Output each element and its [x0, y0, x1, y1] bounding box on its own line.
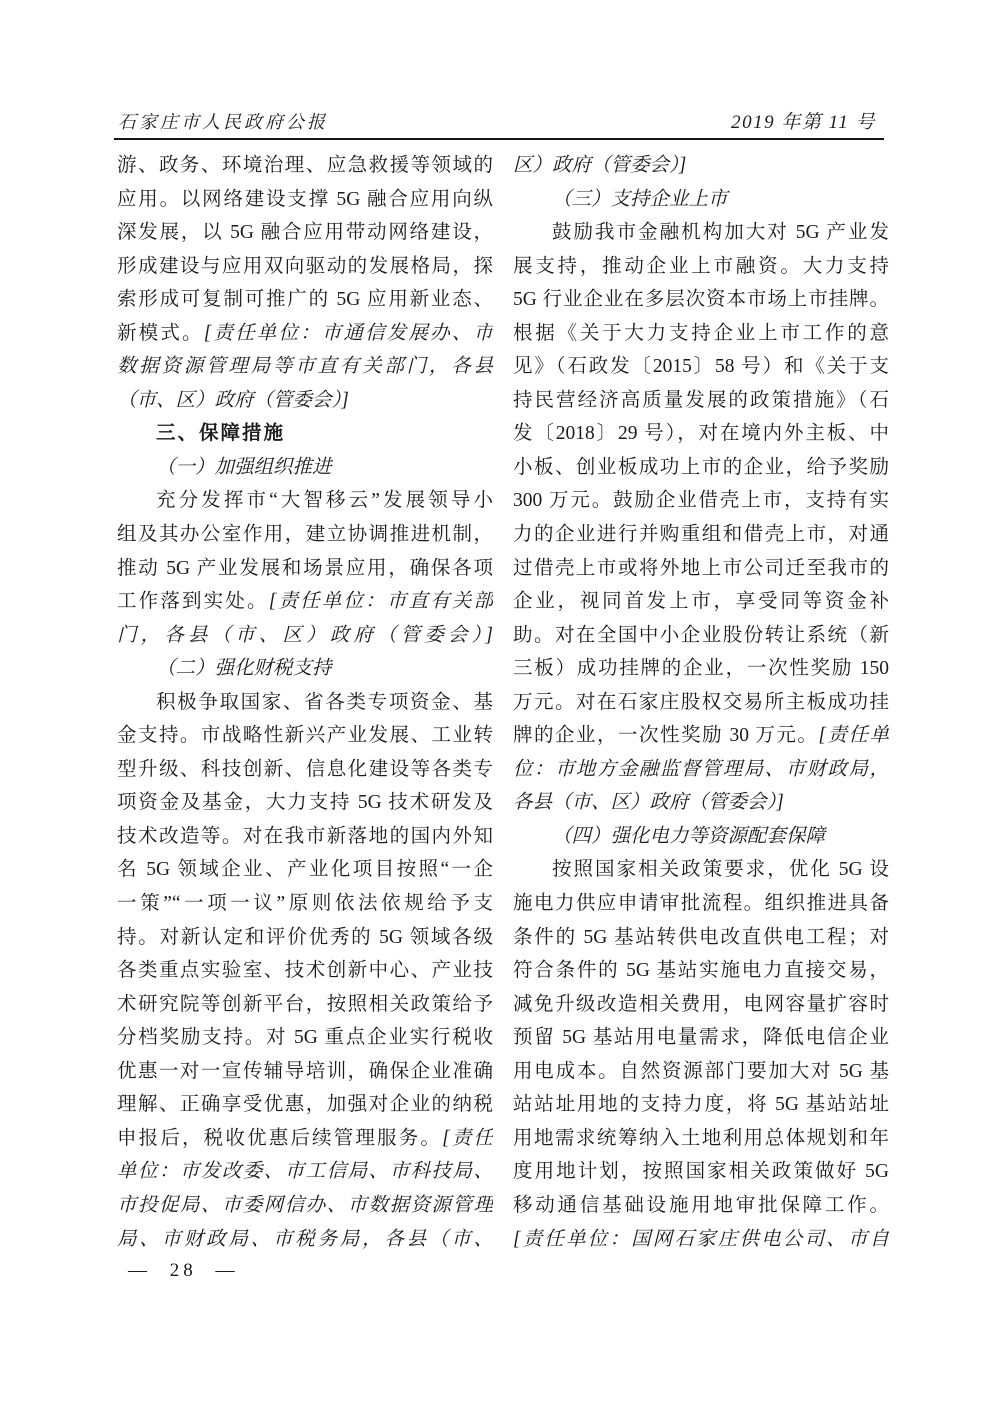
text-line: 工作落到实处。[责任单位：市直有关部 [117, 591, 493, 613]
text-line: 索形成可复制可推广的 5G 应用新业态、 [117, 289, 493, 311]
text-line: 预留 5G 基站用电量需求，降低电信企业 [513, 1027, 889, 1049]
text-line: 市投促局、市委网信办、市数据资源管理 [117, 1194, 493, 1216]
text-line: 位：市地方金融监督管理局、市财政局， [513, 758, 889, 780]
heading-sub-3-4: （四）强化电力等资源配套保障 [552, 825, 826, 847]
text-line: 过借壳上市或将外地上市公司迁至我市的 [513, 557, 889, 579]
text-line: 新模式。[责任单位：市通信发展办、市 [117, 322, 493, 344]
text-line: 力的企业进行并购重组和借壳上市，对通 [513, 524, 889, 546]
column-left [117, 149, 493, 1256]
text-line: 各类重点实验室、技术创新中心、产业技 [117, 960, 493, 982]
text-line: 持。对新认定和评价优秀的 5G 领域各级 [117, 926, 493, 948]
text-line: 推动 5G 产业发展和场景应用，确保各项 [117, 557, 493, 579]
text-line: 区）政府（管委会）] [513, 155, 687, 176]
text-line: 应用。以网络建设支撑 5G 融合应用向纵 [117, 188, 493, 210]
text-line: 300 万元。鼓励企业借壳上市，支持有实 [513, 490, 889, 512]
text-line: 鼓励我市金融机构加大对 5G 产业发 [552, 222, 889, 244]
gazette-title: 石家庄市人民政府公报 [118, 112, 328, 132]
text-line: 5G 行业企业在多层次资本市场上市挂牌。 [513, 289, 889, 311]
text-line: （市、区）政府（管委会）] [117, 389, 349, 411]
text-line: 牌的企业，一次性奖励 30 万元。[责任单 [513, 725, 889, 747]
text-line: 减免升级改造相关费用，电网容量扩容时 [513, 993, 889, 1015]
text-line: 门，各县（市、区）政府（管委会）] [117, 624, 493, 646]
text-line: 持民营经济高质量发展的政策措施》（石 [513, 389, 889, 411]
text-line: [责任单位：国网石家庄供电公司、市自 [513, 1228, 889, 1250]
text-line: 见》（石政发〔2015〕58 号）和《关于支 [513, 356, 889, 378]
heading-sub-3-2: （二）强化财税支持 [156, 658, 332, 680]
text-line: 项资金及基金，大力支持 5G 技术研发及 [117, 792, 493, 814]
text-line: 按照国家相关政策要求，优化 5G 设 [552, 859, 889, 881]
column-right [513, 149, 889, 1256]
text-line: 一策”“一项一议”原则依法依规给予支 [117, 893, 493, 915]
text-line: 发〔2018〕29 号），对在境内外主板、中 [513, 423, 889, 445]
text-line: 用电成本。自然资源部门要加大对 5G 基 [513, 1060, 889, 1082]
text-line: 深发展，以 5G 融合应用带动网络建设， [117, 222, 493, 244]
text-line: 站站址用地的支持力度，将 5G 基站站址 [513, 1094, 889, 1116]
text-line: 单位：市发改委、市工信局、市科技局、 [117, 1161, 493, 1183]
text-line: 优惠一对一宣传辅导培训，确保企业准确 [117, 1060, 493, 1082]
text-line: 根据《关于大力支持企业上市工作的意 [513, 322, 889, 344]
text-line: 助。对在全国中小企业股份转让系统（新 [513, 624, 889, 646]
text-line: 符合条件的 5G 基站实施电力直接交易， [513, 960, 889, 982]
text-line: 型升级、科技创新、信息化建设等各类专 [117, 758, 493, 780]
text-line: 三板）成功挂牌的企业，一次性奖励 150 [513, 658, 889, 680]
text-columns [117, 149, 889, 1256]
text-line: 申报后，税收优惠后续管理服务。[责任 [117, 1127, 493, 1149]
text-line: 充分发挥市“大智移云”发展领导小 [156, 490, 493, 512]
text-line: 移动通信基础设施用地审批保障工作。 [513, 1194, 889, 1216]
text-line: 名 5G 领域企业、产业化项目按照“一企 [117, 859, 493, 881]
issue-number: 2019 年第 11 号 [731, 112, 876, 133]
text-line: 术研究院等创新平台，按照相关政策给予 [117, 993, 493, 1015]
text-line: 技术改造等。对在我市新落地的国内外知 [117, 825, 493, 847]
text-line: 小板、创业板成功上市的企业，给予奖励 [513, 456, 889, 478]
text-line: 金支持。市战略性新兴产业发展、工业转 [117, 725, 493, 747]
heading-sub-3-3: （三）支持企业上市 [552, 188, 728, 210]
text-line: 各县（市、区）政府（管委会）] [513, 792, 784, 814]
text-line: 条件的 5G 基站转供电改直供电工程；对 [513, 926, 889, 948]
text-line: 企业，视同首发上市，享受同等资金补 [513, 591, 889, 613]
heading-sub-3-1: （一）加强组织推进 [156, 456, 332, 478]
heading-section-3: 三、保障措施 [156, 422, 286, 445]
text-line: 理解、正确享受优惠，加强对企业的纳税 [117, 1094, 493, 1116]
text-line: 度用地计划，按照国家相关政策做好 5G [513, 1161, 889, 1183]
text-line: 游、政务、环境治理、应急救援等领域的 [117, 155, 493, 176]
page-number: — 28 — [128, 1260, 239, 1281]
text-line: 形成建设与应用双向驱动的发展格局，探 [117, 255, 493, 277]
text-line: 用地需求统筹纳入土地利用总体规划和年 [513, 1127, 889, 1149]
text-line: 万元。对在石家庄股权交易所主板成功挂 [513, 691, 889, 713]
text-line: 分档奖励支持。对 5G 重点企业实行税收 [117, 1027, 493, 1049]
page-header [114, 108, 884, 140]
text-line: 数据资源管理局等市直有关部门，各县 [117, 356, 493, 378]
text-line: 施电力供应申请审批流程。组织推进具备 [513, 893, 889, 915]
text-line: 积极争取国家、省各类专项资金、基 [156, 691, 493, 713]
text-line: 局、市财政局、市税务局，各县（市、 [117, 1228, 493, 1250]
text-line: 组及其办公室作用，建立协调推进机制， [117, 524, 493, 546]
text-line: 展支持，推动企业上市融资。大力支持 [513, 255, 889, 277]
